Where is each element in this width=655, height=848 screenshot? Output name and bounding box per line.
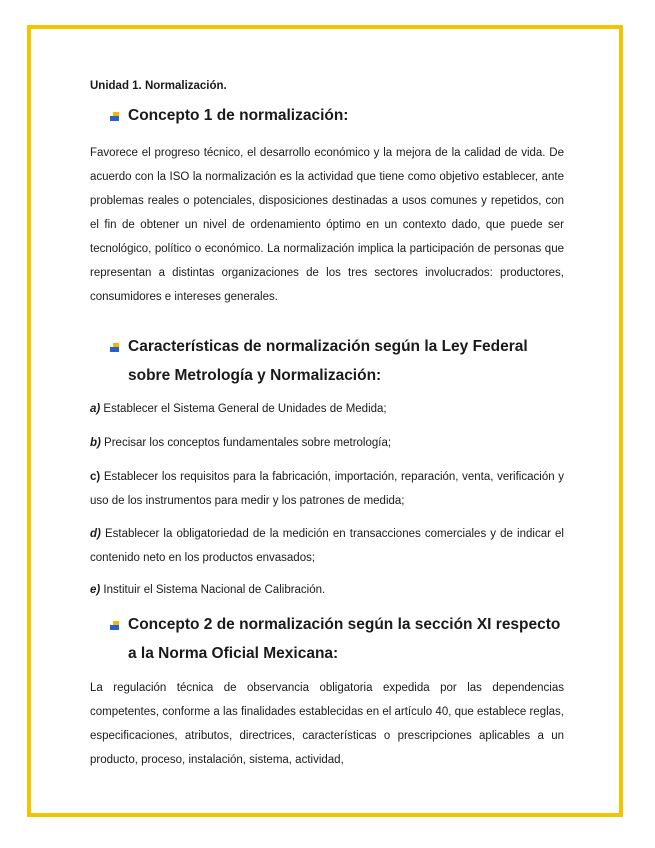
section-heading-caracteristicas	[110, 332, 564, 390]
section-heading-concepto1	[110, 101, 564, 130]
bullet-icon	[110, 621, 119, 630]
list-item	[90, 578, 564, 602]
list-item-label: a)	[90, 403, 101, 415]
section-heading-concepto2	[110, 610, 564, 668]
list-item	[90, 465, 564, 513]
list-item-text: Precisar los conceptos fundamentales sobre metrología;	[100, 437, 392, 449]
list-item-label: c)	[90, 471, 101, 483]
list-item-label: d)	[90, 528, 101, 540]
list-item-label: b)	[90, 437, 101, 449]
list-item-text: Establecer la obligatoriedad de la medición en transacciones comerciales y de indicar el contenido neto en los productos envasados;	[90, 528, 564, 564]
section-heading-text: Concepto 1 de normalización:	[128, 107, 349, 124]
unit-title: Unidad 1. Normalización.	[90, 80, 227, 92]
list-item	[90, 397, 564, 421]
list-item-text: Establecer los requisitos para la fabricación, importación, reparación, venta, verificación y uso de los instrumentos para medir y los patrones de medida;	[90, 471, 564, 507]
list-item	[90, 431, 564, 455]
list-item	[90, 522, 564, 570]
section-heading-text: Características de normalización según la Ley Federal sobre Metrología y Normalización:	[128, 338, 528, 384]
section-heading-text: Concepto 2 de normalización según la sección XI respecto a la Norma Oficial Mexicana:	[128, 616, 561, 662]
section-paragraph-concepto1: Favorece el progreso técnico, el desarrollo económico y la mejora de la calidad de vida. De acuerdo con la ISO la normalización es la actividad que tiene como objetivo establecer, ante problemas reales o potenciales, disposiciones destinadas a usos comunes y repetidos, con el fin de obtener un nivel de ordenamiento óptimo en un contexto dado, que puede ser tecnológico, político o económico. La normalización implica la participación de personas que representan a distintas organizaciones de los tres sectores involucrados: productores, consumidores e intereses generales.	[90, 147, 564, 303]
section-paragraph-concepto2: La regulación técnica de observancia obligatoria expedida por las dependencias competentes, conforme a las finalidades establecidas en el artículo 40, que establece reglas, especificaciones, atributos, directrices, características o prescripciones aplicables a un producto, proceso, instalación, sistema, actividad,	[90, 682, 564, 766]
list-item-label: e)	[90, 584, 101, 596]
list-item-text: Instituir el Sistema Nacional de Calibración.	[100, 584, 326, 596]
bullet-icon	[110, 112, 119, 121]
list-item-text: Establecer el Sistema General de Unidades de Medida;	[100, 403, 387, 415]
bullet-icon	[110, 343, 119, 352]
